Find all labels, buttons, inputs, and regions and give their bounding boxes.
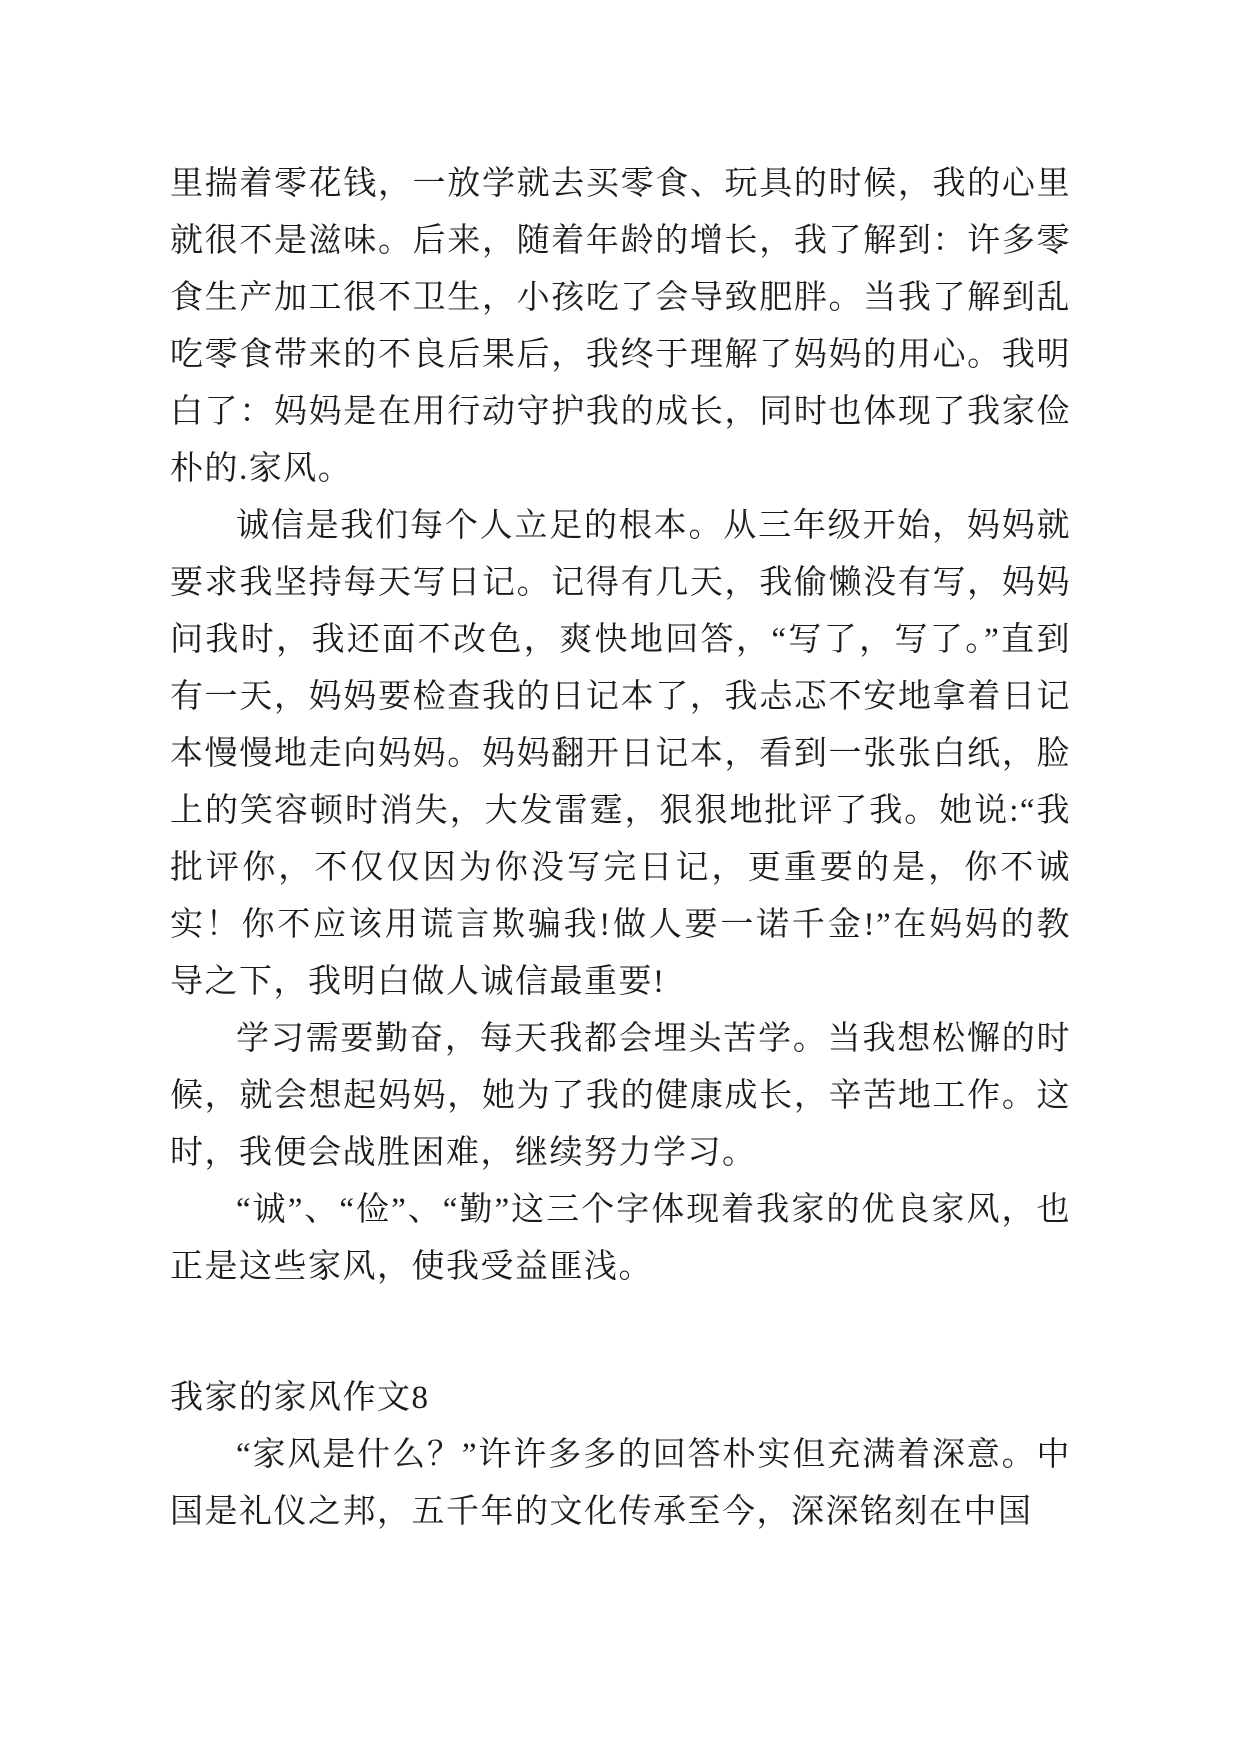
paragraph-summary: “诚”、“俭”、“勤”这三个字体现着我家的优良家风，也正是这些家风，使我受益匪浅。 (170, 1192, 1071, 1285)
essay-text-block (170, 156, 1071, 1541)
paragraph-honesty: 诚信是我们每个人立足的根本。从三年级开始，妈妈就要求我坚持每天写日记。记得有几天，我偷懒没有写，妈妈问我时，我还面不改色，爽快地回答，“写了，写了。”直到有一天，妈妈要检查我的日记本了，我忐忑不安地拿着日记本慢慢地走向妈妈。妈妈翻开日记本，看到一张张白纸，脸上的笑容顿时消失，大发雷霆，狠狠地批评了我。她说:“我批评你，不仅仅因为你没写完日记，更重要的是，你不诚实！你不应该用谎言欺骗我!做人要一诺千金!”在妈妈的教导之下，我明白做人诚信最重要! (170, 508, 1071, 1000)
paragraph-essay8-intro: “家风是什么？”许许多多的回答朴实但充满着深意。中国是礼仪之邦，五千年的文化传承至今，深深铭刻在中国 (170, 1437, 1071, 1530)
paragraph-diligence: 学习需要勤奋，每天我都会埋头苦学。当我想松懈的时候，就会想起妈妈，她为了我的健康成长，辛苦地工作。这时，我便会战胜困难，继续努力学习。 (170, 1021, 1071, 1171)
paragraph-continuation: 里揣着零花钱，一放学就去买零食、玩具的时候，我的心里就很不是滋味。后来，随着年龄的增长，我了解到：许多零食生产加工很不卫生，小孩吃了会导致肥胖。当我了解到乱吃零食带来的不良后果后，我终于理解了妈妈的用心。我明白了：妈妈是在用行动守护我的成长，同时也体现了我家俭朴的.家风。 (170, 166, 1071, 487)
section-heading-essay-8: 我家的家风作文8 (170, 1380, 430, 1416)
